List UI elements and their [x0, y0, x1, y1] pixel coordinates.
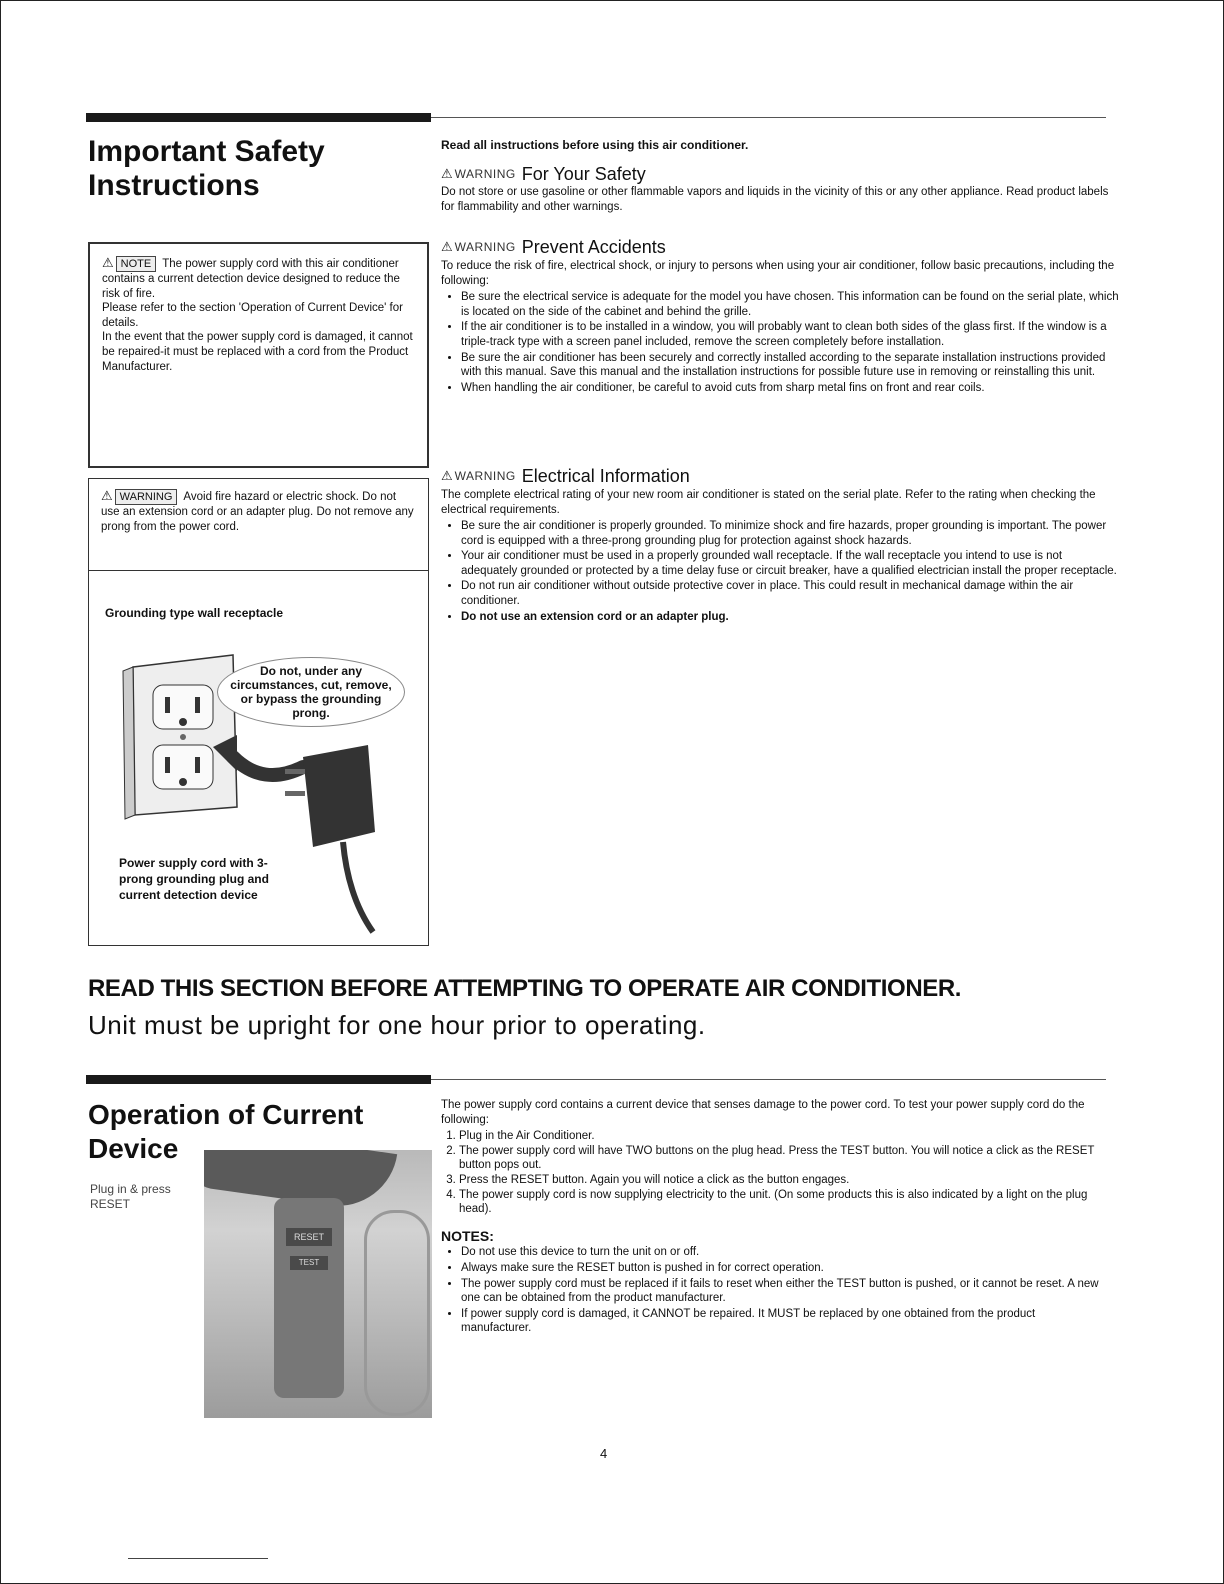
list-item: 1. Plug in the Air Conditioner. [459, 1129, 1101, 1144]
warning-badge: WARNING [454, 166, 516, 181]
note-text-1: The power supply cord with this air conditioner contains a current detection device designed to reduce the risk of fire. [102, 258, 400, 300]
upright-banner: Unit must be upright for one hour prior to operating. [88, 1010, 706, 1040]
section-text: Do not store or use gasoline or other flammable vapors and liquids in the vicinity of this or any other appliance. Read product labels for flammability and other warnings. [441, 186, 1109, 213]
list-item: • If power supply cord is damaged, it CANNOT be repaired. It MUST be replaced by one obtained from the product manufacturer. [461, 1307, 1101, 1336]
list-item: • Do not run air conditioner without outside protective cover in place. This could result in mechanical damage within the air conditioner. [461, 579, 1121, 608]
warning-triangle-icon: ⚠ [441, 165, 453, 181]
note-text-2: Please refer to the section 'Operation of Current Device' for details. [102, 302, 403, 329]
warning-box-text [89, 479, 428, 571]
receptacle-label: Grounding type wall receptacle [105, 606, 284, 620]
warning-triangle-icon: ⚠ [101, 488, 113, 503]
safety-title: Important Safety Instructions [88, 135, 325, 202]
operation-steps [441, 1129, 1101, 1217]
section-rule-operation [431, 1079, 1106, 1080]
section-bar-top [86, 113, 431, 122]
list-item: • Be sure the electrical service is adequate for the model you have chosen. This information can be found on the serial plate, which is located on the side of the cabinet and behind the grille. [461, 290, 1121, 319]
read-section-banner: READ THIS SECTION BEFORE ATTEMPTING TO OPERATE AIR CONDITIONER. [88, 975, 962, 1002]
warning-badge: WARNING [454, 240, 516, 255]
list-item: • Be sure the air conditioner has been securely and correctly installed according to the separate installation instructions provided with this manual. Save this manual and the installation instructions for possible future use in removing or reinstalling this unit. [461, 351, 1121, 380]
operation-content [441, 1098, 1101, 1337]
power-cord-label: Power supply cord with 3-prong grounding plug and current detection device [119, 856, 269, 902]
list-item: • The power supply cord must be replaced if it fails to reset when either the TEST button is pushed, or it cannot be reset. A new one can be obtained from the product manufacturer. [461, 1277, 1101, 1306]
power-cord-icon [364, 1210, 430, 1416]
prevent-accidents-list [441, 290, 1121, 395]
warning-triangle-icon: ⚠ [441, 239, 453, 255]
warning-badge: WARNING [454, 469, 516, 484]
grounding-callout: Do not, under any circumstances, cut, remove, or bypass the grounding prong. [217, 657, 405, 727]
section-title: Electrical Information [521, 466, 690, 487]
test-button-icon: TEST [290, 1256, 328, 1270]
electrical-information-section [441, 466, 1121, 624]
warning-text: Avoid fire hazard or electric shock. Do not use an extension cord or an adapter plug. Do not remove any prong from the power cord. [101, 491, 414, 533]
section-title: Prevent Accidents [521, 237, 666, 258]
operation-intro: The power supply cord contains a current device that senses damage to the power cord. To test your power supply cord do the following: [441, 1099, 1085, 1126]
electrical-list [441, 519, 1121, 624]
section-intro: The complete electrical rating of your new room air conditioner is stated on the serial plate. Refer to the rating when checking the electrical requirements. [441, 488, 1096, 516]
warning-figure-box [88, 478, 429, 946]
list-item: • Do not use this device to turn the unit on or off. [461, 1245, 1101, 1260]
list-item: • Always make sure the RESET button is pushed in for correct operation. [461, 1261, 1101, 1276]
operation-title: Operation of Current Device [88, 1099, 364, 1164]
warning-triangle-icon: ⚠ [441, 468, 453, 484]
footer-line [128, 1558, 268, 1559]
plug-reset-photo [204, 1150, 432, 1418]
list-item: • When handling the air conditioner, be careful to avoid cuts from sharp metal fins on front and rear coils. [461, 381, 1121, 396]
section-rule-top [431, 117, 1106, 118]
for-your-safety-section [441, 163, 1121, 215]
reset-button-icon: RESET [286, 1228, 332, 1246]
section-intro: To reduce the risk of fire, electrical shock, or injury to persons when using your air conditioner, follow basic precautions, including the following: [441, 259, 1115, 287]
page-number: 4 [600, 1446, 608, 1461]
section-bar-operation [86, 1075, 431, 1084]
warning-badge: WARNING [115, 489, 178, 505]
list-item: • Be sure the air conditioner is properly grounded. To minimize shock and fire hazards, proper grounding is important. The power cord is equipped with a three-prong grounding plug for protection against shock hazards. [461, 519, 1121, 548]
caution-triangle-icon: ⚠ [102, 255, 114, 270]
read-all-heading: Read all instructions before using this air conditioner. [441, 138, 749, 152]
list-item: • Your air conditioner must be used in a properly grounded wall receptacle. If the wall receptacle you intend to use is not adequately grounded or protected by a time delay fuse or circuit breaker, have a qualified electrician install the proper receptacle. [461, 549, 1121, 578]
list-item: 3. Press the RESET button. Again you will notice a click as the button engages. [459, 1173, 1101, 1188]
notes-list [441, 1245, 1101, 1336]
list-item: • If the air conditioner is to be installed in a window, you will probably want to clean both sides of the glass first. If the window is a triple-track type with a screen panel included, remove the screen completely before installation. [461, 320, 1121, 349]
safety-content [441, 138, 1121, 625]
prevent-accidents-section [441, 237, 1121, 395]
section-title: For Your Safety [521, 163, 646, 184]
note-box [88, 242, 429, 468]
wall-receptacle-icon [123, 655, 237, 819]
notes-title: NOTES: [441, 1227, 494, 1244]
list-item: 2. The power supply cord will have TWO buttons on the plug head. Press the TEST button. You will notice a click as the RESET button pops out. [459, 1144, 1101, 1173]
list-item: • Do not use an extension cord or an adapter plug. [461, 610, 1121, 625]
plug-caption: Plug in & press RESET [90, 1182, 171, 1211]
note-badge: NOTE [116, 256, 157, 272]
plug-icon [285, 745, 375, 932]
list-item: 4. The power supply cord is now supplying electricity to the unit. (On some products this is also indicated by a light on the plug head). [459, 1188, 1101, 1217]
note-text-3: In the event that the power supply cord is damaged, it cannot be repaired-it must be replaced with a cord from the Product Manufacturer. [102, 331, 413, 373]
